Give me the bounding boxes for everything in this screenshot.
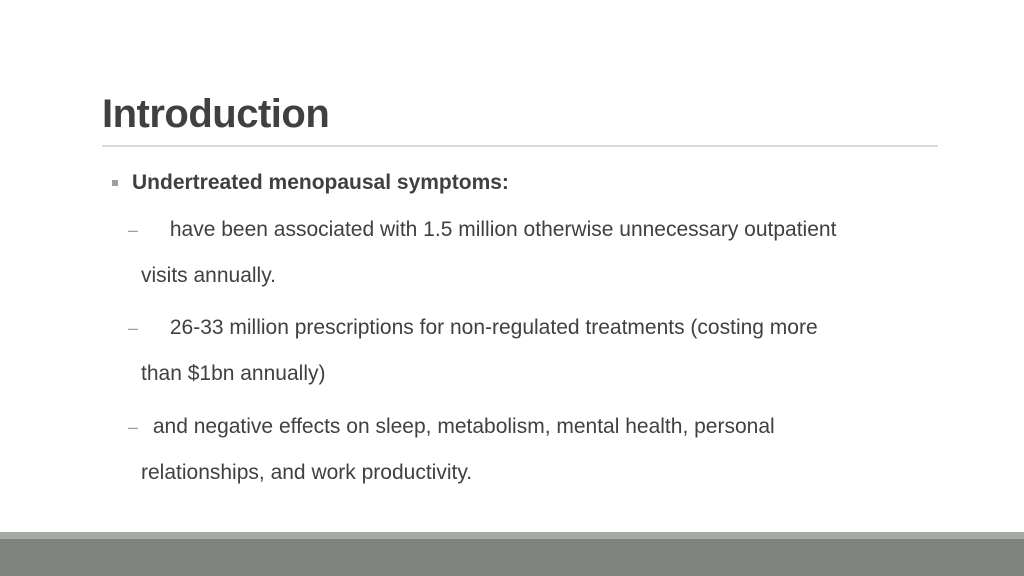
dash-bullet-icon: – <box>128 318 139 338</box>
sub-bullet-item <box>128 404 928 496</box>
footer-band-dark <box>0 539 1024 576</box>
dash-bullet-icon: – <box>128 220 139 240</box>
sub-bullet-text-continued: than $1bn annually) <box>141 362 326 385</box>
bullet-text: Undertreated menopausal symptoms: <box>132 171 509 194</box>
sub-bullet-text-continued: relationships, and work productivity. <box>141 461 473 484</box>
slide-title: Introduction <box>102 92 330 136</box>
sub-bullet-text: and negative effects on sleep, metabolism, mental health, personal <box>152 415 775 438</box>
bullet-item <box>112 168 509 198</box>
title-divider <box>102 145 938 147</box>
dash-bullet-icon: – <box>128 417 139 437</box>
square-bullet-icon <box>112 180 118 186</box>
sub-bullet-text: have been associated with 1.5 million otherwise unnecessary outpatient <box>169 218 837 241</box>
sub-bullet-text: 26-33 million prescriptions for non-regulated treatments (costing more <box>169 316 818 339</box>
sub-bullet-text-continued: visits annually. <box>141 264 277 287</box>
sub-bullet-item <box>128 305 928 397</box>
sub-bullet-item <box>128 207 928 299</box>
footer-band-light <box>0 532 1024 539</box>
